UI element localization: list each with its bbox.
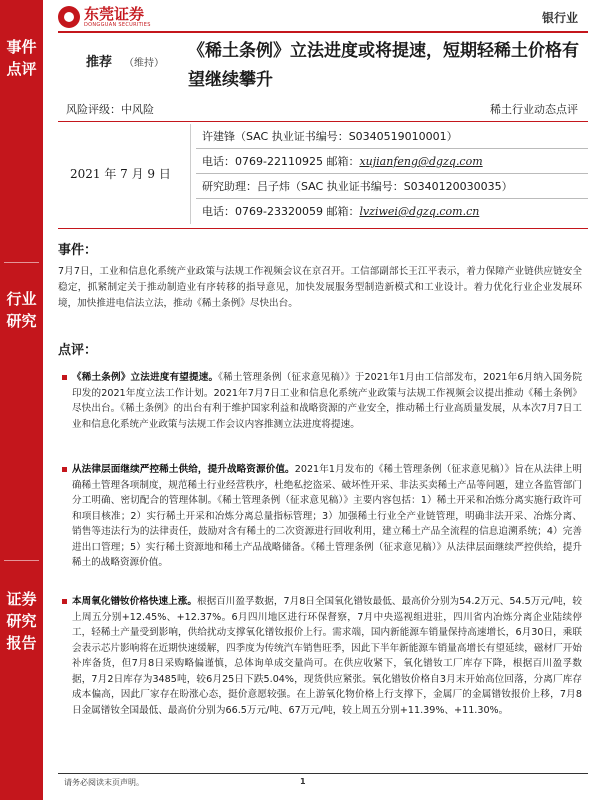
bullet-text: 根据百川盈孚数据，7月8日全国氧化镨钕最低、最高价分别为54.2万元、54.5万元/吨，较上周五分别+12.45%、+12.37%。6月四川地区进行环保督察，7月中央巡视组进驻，四川省内冶炼分离企业陆续停工，轻稀土产量受到影响，供给扰动支撑氧化镨钕报价上行。需求端，国内新能源车销量保持高速增长，6月30日，乘联会表示芯片影响将在近期快速缓解，四季度为传统汽车销售旺季，因此下半年新能源车销量高增长有望延续，磁材厂开始补库备货，但7月8日采购略偏谨慎，总体询单成交量尚可。在供应收紧下，氧化镨钕工厂库存下降，根据百川盈孚数据，7月2日库存为3485吨，较6月25日下跌5.04%，现货供应紧张。氧化镨钕价格自3月末开始高位回落，分离厂库存成本偏高，因此厂家存在盼涨心态，挺价意愿较强。在上游氧化物价格上行支撑下，金属厂的金属镨钕报价上移，7月8日金属镨钕全国最低、最高价分别为66.5万元/吨、67万元/吨，较上周五分别+11.39%、+11.30%。 bbox=[72, 596, 583, 716]
section-divider bbox=[58, 228, 588, 229]
comment-heading: 点评： bbox=[58, 343, 98, 358]
sidebar-divider bbox=[4, 560, 39, 561]
contact-divider bbox=[196, 173, 588, 174]
logo-emblem-icon bbox=[58, 6, 80, 28]
bullet-square-icon bbox=[62, 375, 67, 380]
report-date: 2021 年 7 月 9 日 bbox=[70, 167, 171, 181]
report-type: 稀土行业动态点评 bbox=[490, 103, 578, 116]
event-text: 7月7日，工业和信息化系统产业政策与法规工作视频会议在京召开。工信部副部长王江平表示，着力保障产业链供应链安全稳定，抓紧制定关于推动制造业有序转移的指导意见，加快发展服务型制造新模式和工业设计。着力优化行业企业发展环境，加快推进电信法立法，推动《稀土条例》尽快出台。 bbox=[58, 266, 582, 309]
footer-rule bbox=[58, 773, 588, 774]
industry-label: 银行业 bbox=[541, 11, 578, 25]
rating-label: 推荐 bbox=[86, 55, 113, 70]
footer-disclaimer: 请务必阅读末页声明。 bbox=[64, 778, 144, 787]
sidebar-band bbox=[0, 0, 43, 800]
comment-bullet bbox=[72, 594, 582, 718]
analyst-name: 许建锋（SAC 执业证书编号：S0340519010001） bbox=[202, 130, 458, 143]
sidebar-label-securities-report: 证券 研究 报告 bbox=[6, 590, 37, 652]
analyst-email[interactable]: xujianfeng@dgzq.com bbox=[359, 155, 483, 168]
bullet-lead: 从法律层面继续严控稀土供给，提升战略资源价值。 bbox=[72, 464, 295, 475]
sidebar-label-industry-research: 行业 研究 bbox=[6, 290, 37, 330]
comment-bullet bbox=[72, 370, 582, 432]
risk-rating: 风险评级：中风险 bbox=[66, 103, 154, 116]
sidebar-divider bbox=[4, 262, 39, 263]
bullet-text: 2021年1月发布的《稀土管理条例（征求意见稿）》旨在从法律上明确稀土管理各项制度，规范稀土行业经营秩序，杜绝私挖盗采、破坏性开采、非法买卖稀土产品等问题，建立各监管部门分工明确、密切配合的管理体制。《稀土管理条例（征求意见稿）》主要内容包括：1）稀土开采和冶炼分离实施行政许可和项目核准；2）实行稀土开采和冶炼分离总量指标管理；3）加强稀土行业全产业链管理，明确非法开采、冶炼分离、销售等违法行为的法律责任，鼓励对含有稀土的二次资源进行回收利用，建立稀土产品全流程的信息追溯系统；4）完善进出口管理；5）实行稀土资源地和稀土产品战略储备。《稀土管理条例（征求意见稿）》从法律层面继续严控供给，提升稀土的战略资源价值。 bbox=[72, 464, 583, 568]
assistant-email[interactable]: lvziwei@dgzq.com.cn bbox=[359, 205, 480, 218]
rating-block bbox=[86, 51, 164, 70]
comment-bullet bbox=[72, 462, 582, 571]
bullet-square-icon bbox=[62, 467, 67, 472]
contact-divider bbox=[196, 198, 588, 199]
bullet-text: 《稀土管理条例（征求意见稿）》于2021年1月由工信部发布，2021年6月纳入国务院印发的2021年度立法工作计划。2021年7月7日工业和信息化系统产业政策与法规工作视频会议提出推动《稀土条例》尽快出台。《稀土条例》的出台有利于维护国家利益和战略资源的产业安全，推动稀土行业高质量发展，从本次7月7日工业和信息化系统产业政策与法规工作会议内容推测立法进度将提速。 bbox=[72, 372, 582, 430]
page-number: 1 bbox=[300, 777, 306, 786]
info-vertical-divider bbox=[190, 124, 191, 224]
contact-divider bbox=[196, 148, 588, 149]
analyst-phone: 电话：0769-22110925 邮箱： bbox=[202, 155, 360, 168]
header-rule bbox=[58, 31, 588, 33]
bullet-square-icon bbox=[62, 599, 67, 604]
report-title: 《稀土条例》立法进度或将提速，短期轻稀土价格有望继续攀升 bbox=[188, 41, 579, 90]
logo-name-en: DONGGUAN SECURITIES bbox=[84, 22, 151, 28]
logo-name-cn: 东莞证券 bbox=[84, 5, 145, 23]
event-heading: 事件： bbox=[58, 243, 98, 258]
rating-sub: （维持） bbox=[124, 58, 165, 69]
sidebar-label-event-review: 事件 点评 bbox=[6, 38, 37, 78]
analyst-contact bbox=[202, 155, 483, 169]
company-logo bbox=[58, 4, 151, 30]
assistant-phone: 电话：0769-23320059 邮箱： bbox=[202, 205, 360, 218]
header-divider bbox=[58, 121, 588, 122]
assistant-contact bbox=[202, 205, 479, 219]
assistant-name: 研究助理：吕子炜（SAC 执业证书编号：S0340120030035） bbox=[202, 180, 513, 193]
bullet-lead: 本周氧化镨钕价格快速上涨。 bbox=[72, 596, 197, 607]
bullet-lead: 《稀土条例》立法进度有望提速。 bbox=[72, 372, 219, 383]
